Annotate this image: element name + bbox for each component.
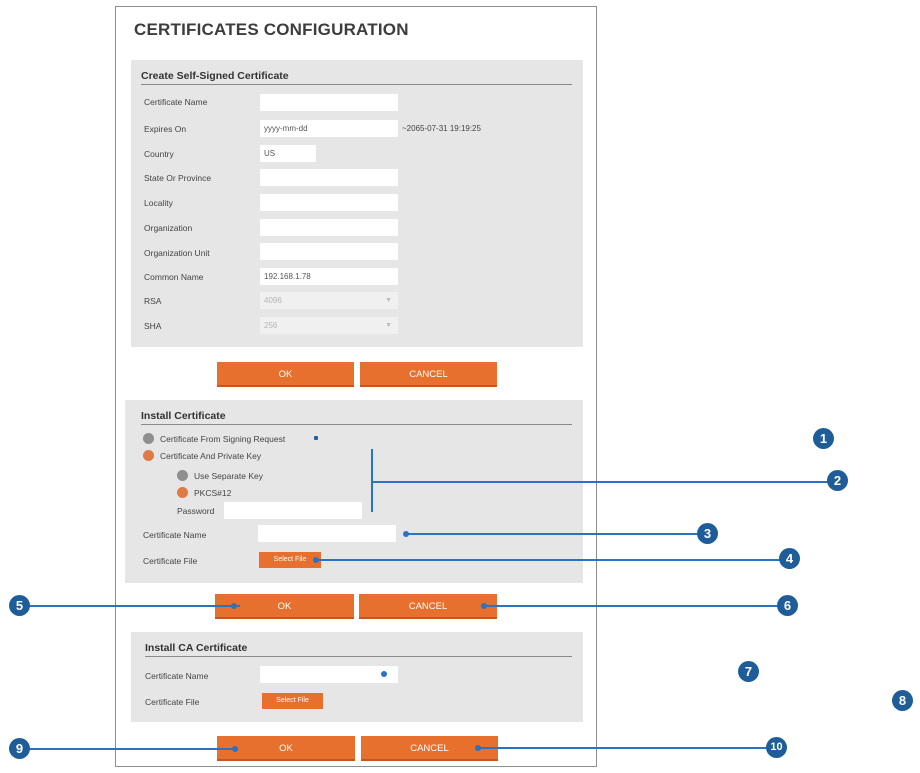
callout-badge-4: 4 [779,548,800,569]
chevron-down-icon: ▼ [385,322,392,329]
organization-input[interactable] [260,219,398,236]
callout-badge-2: 2 [827,470,848,491]
callout-dot-5 [231,603,237,609]
callout-line-4 [316,559,782,561]
expires-on-input[interactable]: yyyy-mm-dd [260,120,398,137]
install-cert-cancel-button[interactable]: CANCEL [359,594,497,619]
chevron-down-icon: ▼ [385,297,392,304]
callout-line-3 [406,533,698,535]
install-cert-select-file-button[interactable]: Select File [259,552,321,568]
install-certificate-title: Install Certificate [141,410,226,422]
install-cert-ok-button[interactable]: OK [215,594,354,619]
callout-dot-9 [232,746,238,752]
organization-unit-input[interactable] [260,243,398,260]
state-label: State Or Province [144,173,212,183]
signing-request-label: Certificate From Signing Request [160,434,286,444]
cert-private-key-label: Certificate And Private Key [160,451,262,461]
section-divider [141,424,572,425]
rsa-value: 4096 [264,296,282,305]
password-input[interactable] [224,502,362,519]
ca-cert-name-label: Certificate Name [145,671,209,681]
self-signed-ok-button[interactable]: OK [217,362,354,387]
callout-line-6 [484,605,780,607]
callout-badge-3: 3 [697,523,718,544]
country-label: Country [144,149,174,159]
rsa-label: RSA [144,296,162,306]
callout-badge-5: 5 [9,595,30,616]
organization-unit-label: Organization Unit [144,248,210,258]
annotation-dot [381,671,387,677]
callout-badge-10: 10 [766,737,787,758]
certificate-name-label: Certificate Name [144,97,208,107]
callout-dot-6 [481,603,487,609]
callout-badge-7: 7 [738,661,759,682]
pkcs12-label: PKCS#12 [194,488,232,498]
callout-line-10 [478,747,776,749]
callout-badge-8: 8 [892,690,913,711]
organization-label: Organization [144,223,193,233]
rsa-select[interactable] [260,292,398,309]
radio-signing-request[interactable] [143,433,154,444]
common-name-input[interactable]: 192.168.1.78 [260,268,398,285]
password-label: Password [177,506,215,516]
expires-on-label: Expires On [144,124,187,134]
sha-label: SHA [144,321,162,331]
radio-pkcs12[interactable] [177,487,188,498]
certificate-name-input[interactable] [260,94,398,111]
callout-badge-9: 9 [9,738,30,759]
page-title: CERTIFICATES CONFIGURATION [134,20,409,39]
state-input[interactable] [260,169,398,186]
install-cert-name-label: Certificate Name [143,530,207,540]
callout-line-9 [28,748,238,750]
common-name-label: Common Name [144,272,204,282]
callout-dot-10 [475,745,481,751]
section-divider [141,84,572,85]
callout-line-2 [371,481,829,483]
callout-line-5 [28,605,240,607]
sha-value: 256 [264,321,278,330]
country-input[interactable]: US [260,145,316,162]
self-signed-cancel-button[interactable]: CANCEL [360,362,497,387]
ca-cert-name-input[interactable] [260,666,398,683]
annotation-dot [314,436,318,440]
install-cert-file-label: Certificate File [143,556,198,566]
install-ca-title: Install CA Certificate [145,642,248,654]
ca-cert-file-label: Certificate File [145,697,200,707]
sha-select[interactable] [260,317,398,334]
expires-range-hint: ~2065-07-31 19:19:25 [402,124,481,133]
callout-badge-1: 1 [813,428,834,449]
separate-key-label: Use Separate Key [194,471,263,481]
install-ca-cancel-button[interactable]: CANCEL [361,736,498,761]
self-signed-title: Create Self-Signed Certificate [141,70,289,82]
section-divider [145,656,572,657]
radio-separate-key[interactable] [177,470,188,481]
install-ca-ok-button[interactable]: OK [217,736,355,761]
locality-label: Locality [144,198,173,208]
install-cert-name-input[interactable] [258,525,396,542]
callout-badge-6: 6 [777,595,798,616]
ca-select-file-button[interactable]: Select File [262,693,323,709]
radio-cert-private-key[interactable] [143,450,154,461]
locality-input[interactable] [260,194,398,211]
